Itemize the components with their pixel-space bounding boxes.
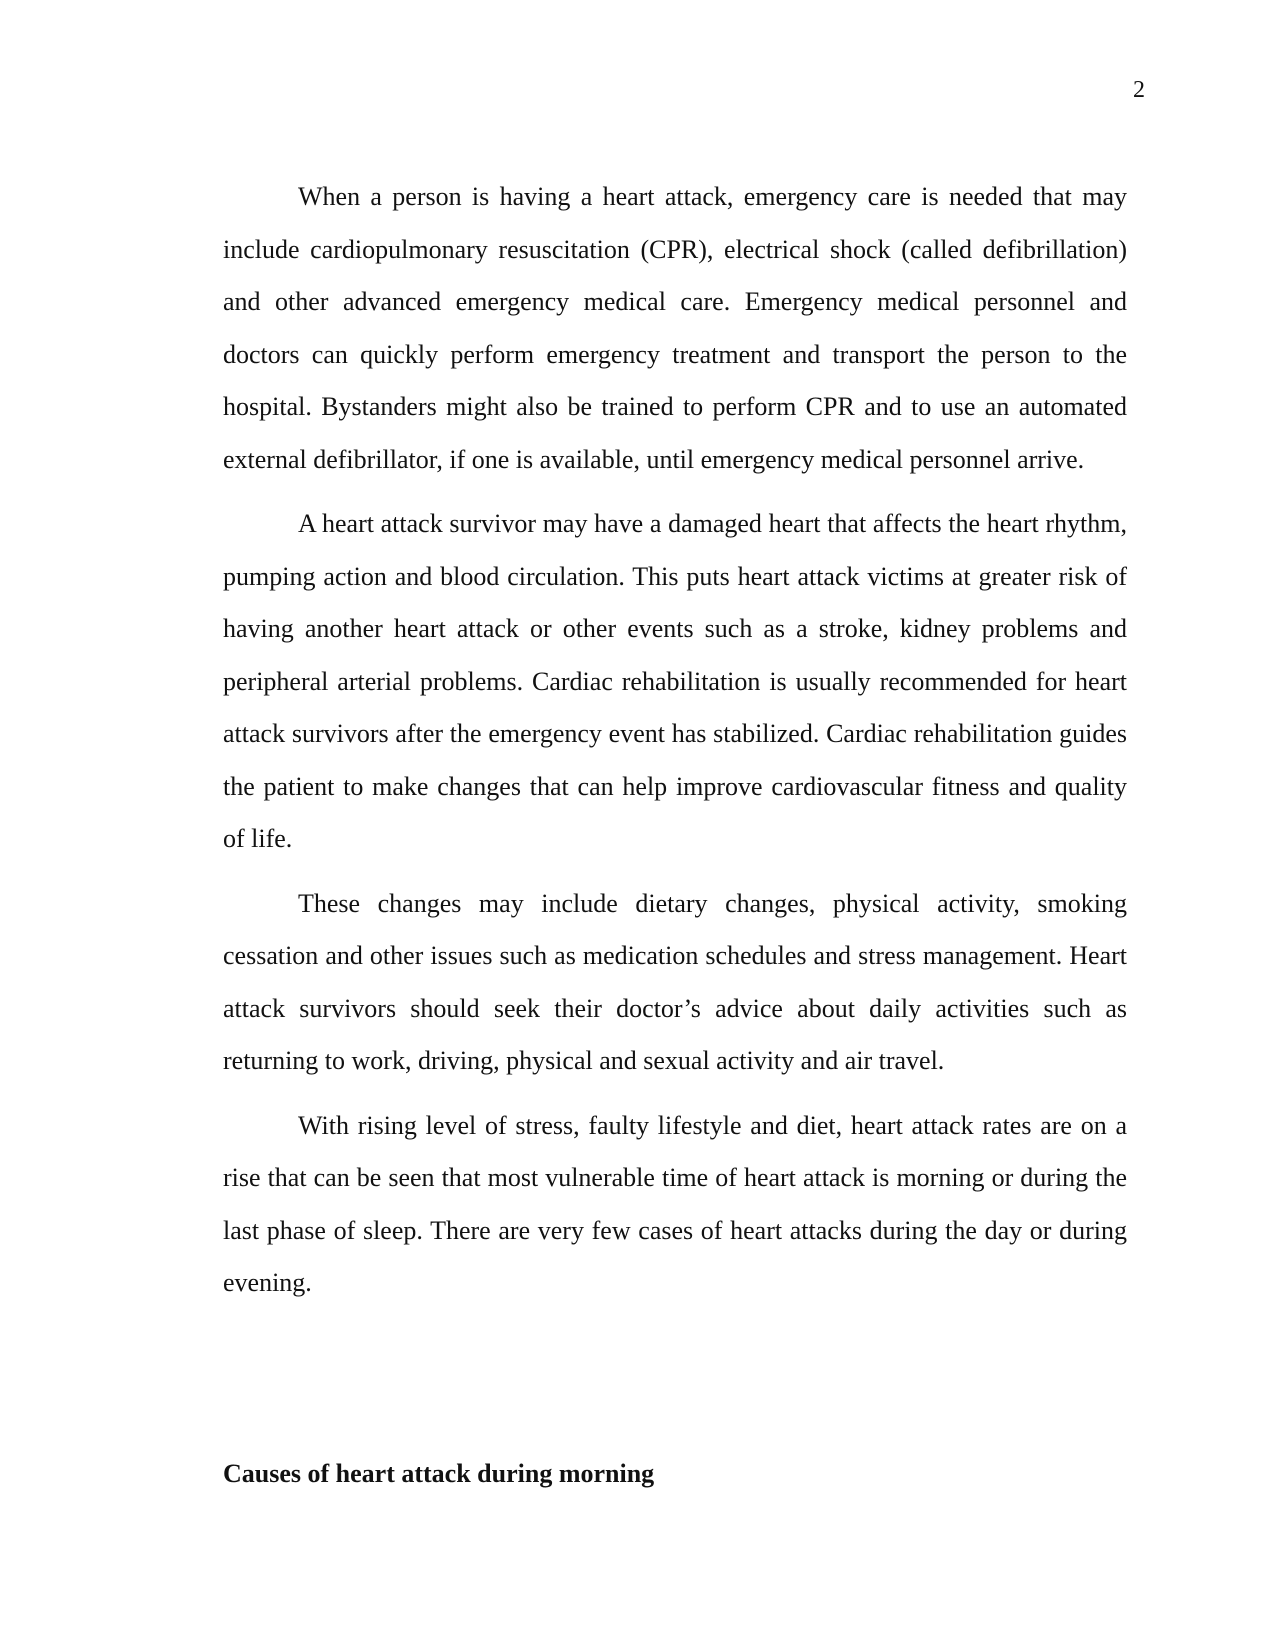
paragraph-morning-risk: With rising level of stress, faulty lifestyle and diet, heart attack rates are on a rise that can be seen that most vulnerable time of heart attack is morning or during the last phase of sleep. There are very few cases of heart attacks during the day or during evening. bbox=[223, 1110, 1127, 1297]
paragraph-emergency-care: When a person is having a heart attack, emergency care is needed that may include cardiopulmonary resuscitation (CPR), electrical shock (called defibrillation) and other advanced emergency medical care. Emergency medical personnel and doctors can quickly perform emergency treatment and transport the person to the hospital. Bystanders might also be trained to perform CPR and to use an automated external defibrillator, if one is available, until emergency medical personnel arrive. bbox=[223, 182, 1127, 474]
body-text bbox=[223, 171, 1127, 1322]
paragraph-lifestyle-changes: These changes may include dietary changes, physical activity, smoking cessation and other issues such as medication schedules and stress management. Heart attack survivors should seek their doctor’s advice about daily activities such as returning to work, driving, physical and sexual activity and air travel. bbox=[223, 888, 1127, 1075]
paragraph-survivor-risk: A heart attack survivor may have a damaged heart that affects the heart rhythm, pumping action and blood circulation. This puts heart attack victims at greater risk of having another heart attack or other events such as a stroke, kidney problems and peripheral arterial problems. Cardiac rehabilitation is usually recommended for heart attack survivors after the emergency event has stabilized. Cardiac rehabilitation guides the patient to make changes that can help improve cardiovascular fitness and quality of life. bbox=[223, 509, 1127, 853]
page-number: 2 bbox=[1133, 77, 1145, 103]
section-heading: Causes of heart attack during morning bbox=[223, 1459, 655, 1488]
